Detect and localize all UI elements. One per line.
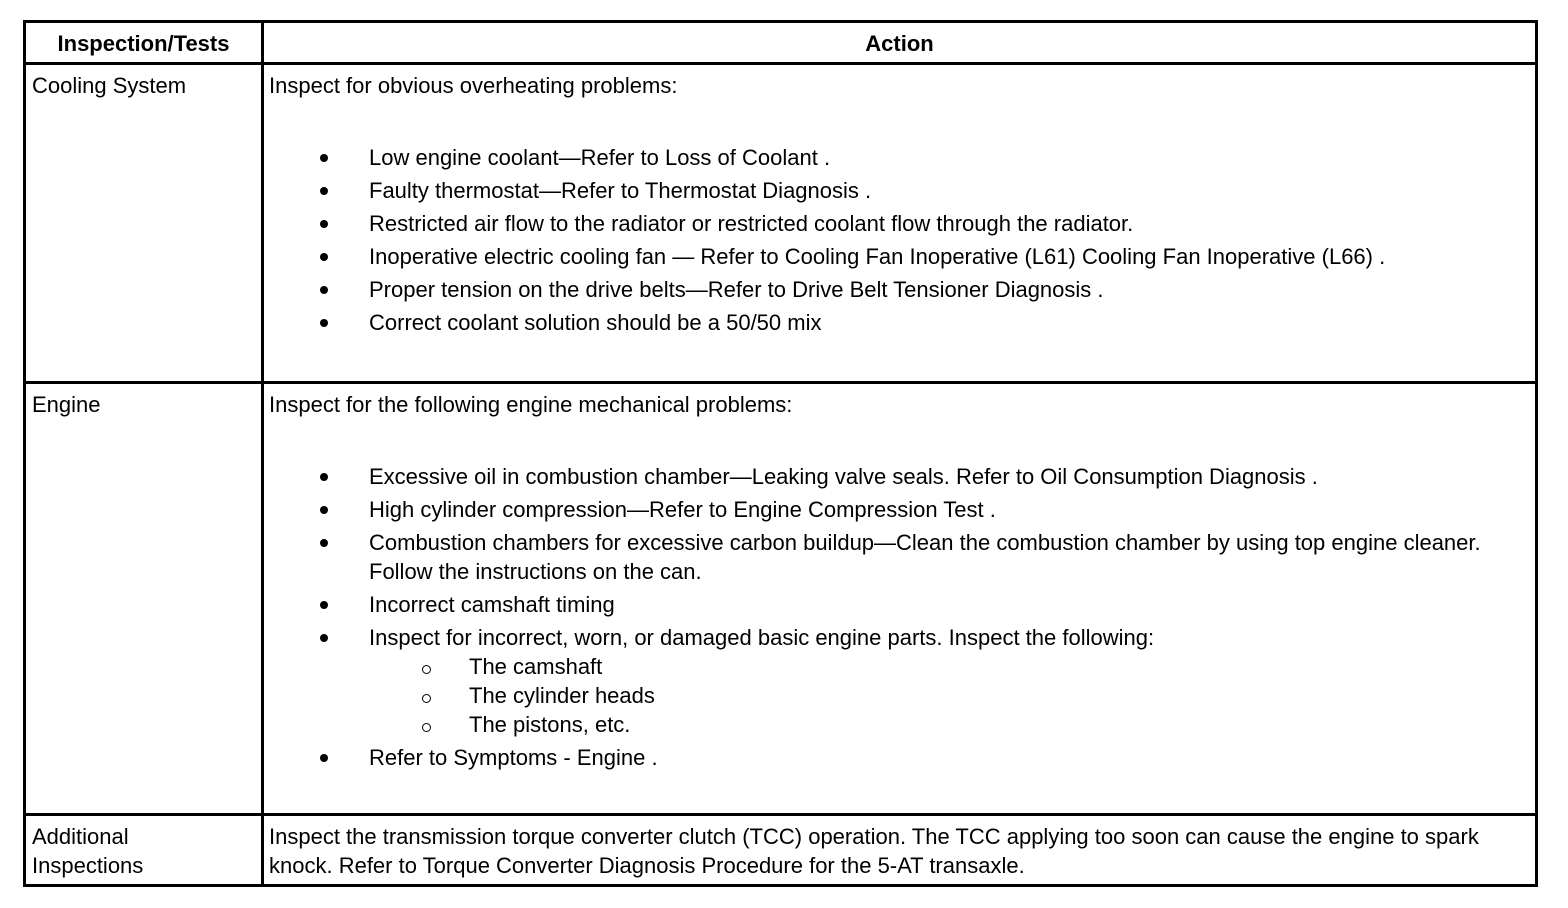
intro-text: Inspect for obvious overheating problems: — [269, 73, 678, 98]
header-action: Action — [865, 31, 934, 56]
row-divider — [26, 62, 1535, 65]
bullet-icon — [320, 754, 328, 762]
list-item: Faulty thermostat—Refer to Thermostat Diagnosis . — [269, 176, 1527, 205]
row-label-additional-inspections: Additional Inspections — [32, 824, 144, 878]
row-label-engine: Engine — [32, 392, 101, 417]
bullet-icon — [320, 253, 328, 261]
row-divider — [26, 381, 1535, 384]
sub-list-item: The cylinder heads — [369, 681, 1527, 710]
bullet-icon — [320, 187, 328, 195]
action-engine — [269, 390, 1527, 776]
circle-bullet-icon — [422, 723, 431, 732]
bullet-list — [269, 143, 1527, 337]
sub-list-item: The pistons, etc. — [369, 710, 1527, 739]
list-item: Low engine coolant—Refer to Loss of Coolant . — [269, 143, 1527, 172]
list-item: Proper tension on the drive belts—Refer to Drive Belt Tensioner Diagnosis . — [269, 275, 1527, 304]
bullet-icon — [320, 506, 328, 514]
circle-bullet-icon — [422, 694, 431, 703]
sub-list-item: The camshaft — [369, 652, 1527, 681]
list-item: Restricted air flow to the radiator or restricted coolant flow through the radiator. — [269, 209, 1527, 238]
intro-text: Inspect for the following engine mechanical problems: — [269, 392, 793, 417]
list-item: Combustion chambers for excessive carbon buildup—Clean the combustion chamber by using top engine cleaner. Follow the instructions on the can. — [269, 528, 1527, 586]
bullet-icon — [320, 601, 328, 609]
sub-bullet-list — [369, 652, 1527, 739]
list-item: High cylinder compression—Refer to Engine Compression Test . — [269, 495, 1527, 524]
diagnosis-table — [23, 20, 1538, 887]
circle-bullet-icon — [422, 665, 431, 674]
column-divider — [261, 23, 264, 884]
header-inspection-tests: Inspection/Tests — [57, 31, 230, 56]
list-item: Incorrect camshaft timing — [269, 590, 1527, 619]
bullet-icon — [320, 539, 328, 547]
action-additional-inspections: Inspect the transmission torque converter clutch (TCC) operation. The TCC applying too soon can cause the engine to spark knock. Refer to Torque Converter Diagnosis Procedure for the 5-AT transaxle. — [269, 824, 1479, 878]
action-cooling-system — [269, 71, 1527, 341]
list-item: Inoperative electric cooling fan — Refer to Cooling Fan Inoperative (L61) Cooling Fan Inoperative (L66) . — [269, 242, 1527, 271]
row-label-cooling-system: Cooling System — [32, 73, 187, 98]
bullet-icon — [320, 634, 328, 642]
row-divider — [26, 813, 1535, 816]
list-item: Refer to Symptoms - Engine . — [269, 743, 1527, 772]
bullet-icon — [320, 473, 328, 481]
bullet-icon — [320, 286, 328, 294]
bullet-icon — [320, 220, 328, 228]
bullet-list — [269, 462, 1527, 772]
bullet-icon — [320, 319, 328, 327]
list-item: Inspect for incorrect, worn, or damaged basic engine parts. Inspect the following: The camshaft The cylinder heads The pistons, etc. — [269, 623, 1527, 739]
list-item: Excessive oil in combustion chamber—Leaking valve seals. Refer to Oil Consumption Diagnosis . — [269, 462, 1527, 491]
bullet-icon — [320, 154, 328, 162]
list-item: Correct coolant solution should be a 50/50 mix — [269, 308, 1527, 337]
